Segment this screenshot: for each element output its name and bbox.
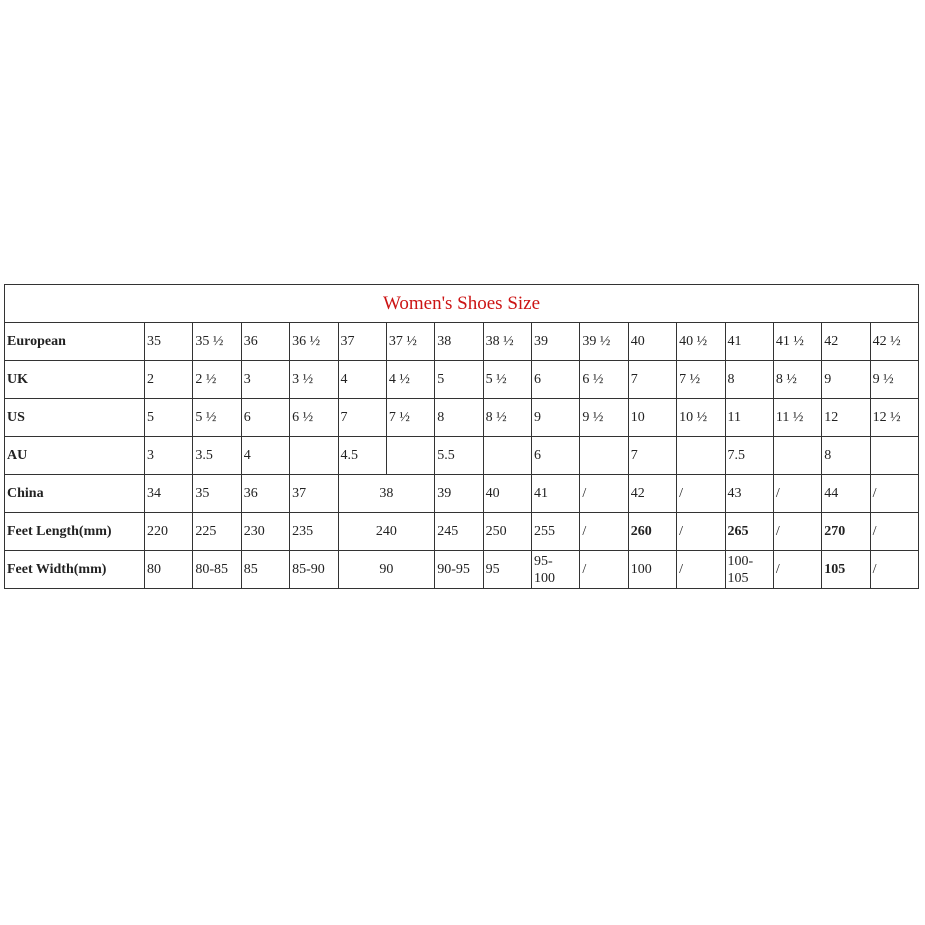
row-label: China [5,475,145,513]
table-cell: 12 [822,399,870,437]
table-cell: 250 [483,513,531,551]
table-cell: 6 [532,437,580,475]
table-cell: 37 [338,323,386,361]
table-row [5,551,919,589]
table-cell: 5 [435,361,483,399]
table-cell: 12 ½ [870,399,918,437]
table-cell: 10 [628,399,676,437]
table-cell: / [773,475,821,513]
table-cell: 37 ½ [386,323,434,361]
table-cell: / [580,475,628,513]
table-cell: 8 [435,399,483,437]
table-cell: 38 [338,475,435,513]
table-cell: 235 [290,513,338,551]
table-cell: 240 [338,513,435,551]
table-row [5,437,919,475]
table-cell: 6 ½ [290,399,338,437]
table-cell: 41 [725,323,773,361]
table-cell: 7 ½ [386,399,434,437]
table-row [5,399,919,437]
table-cell: 245 [435,513,483,551]
title-row [5,285,919,323]
table-cell: / [580,551,628,589]
table-cell: 36 ½ [290,323,338,361]
table-cell: 9 ½ [870,361,918,399]
table-row [5,513,919,551]
table-cell: 7 ½ [677,361,725,399]
table-cell: 265 [725,513,773,551]
table-cell: / [677,475,725,513]
table-cell: 5.5 [435,437,483,475]
table-cell: 3 [241,361,289,399]
table-cell: 80-85 [193,551,241,589]
table-cell: / [870,551,918,589]
table-cell: 40 [628,323,676,361]
table-cell: 35 ½ [193,323,241,361]
table-cell: 7 [338,399,386,437]
table-cell: 95 [483,551,531,589]
table-cell: 7 [628,437,676,475]
table-cell: / [773,513,821,551]
table-cell: 36 [241,475,289,513]
table-cell: 270 [822,513,870,551]
table-cell: 90 [338,551,435,589]
table-cell: 39 [532,323,580,361]
table-cell: 6 [532,361,580,399]
table-cell: 100- 105 [725,551,773,589]
table-row [5,475,919,513]
table-cell [580,437,628,475]
table-cell [870,437,918,475]
table-cell: 85-90 [290,551,338,589]
table-cell: / [677,551,725,589]
table-cell: 9 ½ [580,399,628,437]
table-cell [290,437,338,475]
table-cell: 230 [241,513,289,551]
table-cell: 90-95 [435,551,483,589]
women-shoe-size-table [4,284,919,589]
table-cell: 36 [241,323,289,361]
table-cell: 41 [532,475,580,513]
table-cell: 255 [532,513,580,551]
table-cell: 38 [435,323,483,361]
row-label: US [5,399,145,437]
table-cell: 8 [822,437,870,475]
row-label: Feet Width(mm) [5,551,145,589]
table-cell: 225 [193,513,241,551]
table-cell: 42 [822,323,870,361]
table-cell: 4 ½ [386,361,434,399]
table-cell: 3 ½ [290,361,338,399]
table-cell: 39 ½ [580,323,628,361]
table-cell: / [677,513,725,551]
row-label: European [5,323,145,361]
table-cell: 3.5 [193,437,241,475]
table-row [5,361,919,399]
table-cell: 35 [193,475,241,513]
table-cell [773,437,821,475]
table-cell: 8 ½ [773,361,821,399]
table-cell: 5 ½ [193,399,241,437]
row-label: UK [5,361,145,399]
table-cell: 35 [145,323,193,361]
row-label: AU [5,437,145,475]
table-cell: 38 ½ [483,323,531,361]
table-cell: 41 ½ [773,323,821,361]
table-cell: 11 [725,399,773,437]
table-cell: 7.5 [725,437,773,475]
table-cell: 9 [532,399,580,437]
table-cell: 34 [145,475,193,513]
table-cell: 10 ½ [677,399,725,437]
table-cell: 43 [725,475,773,513]
table-cell: 220 [145,513,193,551]
table-cell [386,437,434,475]
table-cell: 4 [338,361,386,399]
row-label: Feet Length(mm) [5,513,145,551]
table-cell: 2 [145,361,193,399]
table-cell: 105 [822,551,870,589]
table-cell: 100 [628,551,676,589]
table-cell: 85 [241,551,289,589]
table-cell: / [870,513,918,551]
table-cell: 2 ½ [193,361,241,399]
table-cell: 4 [241,437,289,475]
table-cell: 44 [822,475,870,513]
table-cell [677,437,725,475]
table-row [5,323,919,361]
table-cell: 4.5 [338,437,386,475]
table-cell: 40 [483,475,531,513]
table-cell: 8 ½ [483,399,531,437]
table-cell: 39 [435,475,483,513]
table-cell: 7 [628,361,676,399]
table-cell: 6 ½ [580,361,628,399]
table-cell: 3 [145,437,193,475]
table-cell [483,437,531,475]
table-cell: 95- 100 [532,551,580,589]
table-cell: 8 [725,361,773,399]
table-cell: 42 ½ [870,323,918,361]
table-cell: 260 [628,513,676,551]
table-cell: 9 [822,361,870,399]
table-cell: 42 [628,475,676,513]
table-cell: 40 ½ [677,323,725,361]
table-cell: 80 [145,551,193,589]
table-cell: 5 ½ [483,361,531,399]
table-cell: / [773,551,821,589]
table-cell: / [580,513,628,551]
table-title: Women's Shoes Size [5,285,919,323]
table-cell: 6 [241,399,289,437]
table-cell: 5 [145,399,193,437]
table-cell: 11 ½ [773,399,821,437]
table-cell: 37 [290,475,338,513]
table-cell: / [870,475,918,513]
